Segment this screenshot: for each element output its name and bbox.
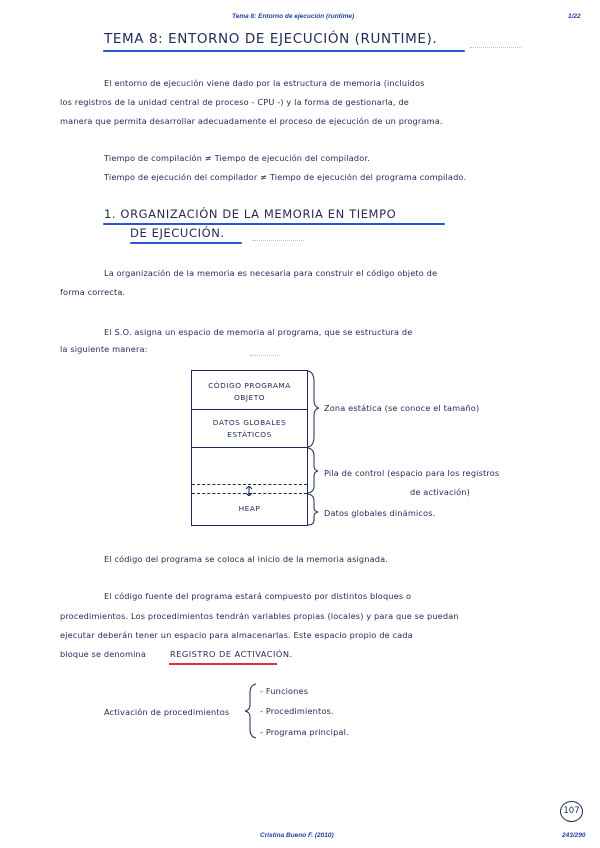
activation-item-procedimientos: - Procedimientos.: [260, 706, 334, 716]
section-1-dotted-trail: [252, 240, 304, 241]
double-arrow-icon: [244, 483, 254, 493]
source-line-1: El código fuente del programa estará compuesto por distintos bloques o: [104, 591, 412, 601]
header-page-number: 1/22: [568, 13, 581, 20]
section-1-underline-2: [130, 242, 242, 244]
section-1-heading-line-2: DE EJECUCIÓN.: [130, 226, 225, 240]
section-1-heading-line-1: 1. ORGANIZACIÓN DE LA MEMORIA EN TIEMPO: [104, 207, 397, 221]
org-line-2: forma correcta.: [60, 287, 126, 297]
handwritten-page-number: 107: [560, 801, 583, 822]
section-1-underline-1: [103, 223, 445, 225]
cell-static-data-line-2: ESTÁTICOS: [227, 430, 272, 439]
divider-code-data: [192, 409, 307, 410]
cell-heap: HEAP: [238, 504, 261, 513]
header-title: Tema 8: Entorno de ejecución (runtime): [232, 13, 355, 20]
label-stack-line-2: de activación): [410, 487, 470, 497]
label-static-zone: Zona estática (se conoce el tamaño): [324, 403, 480, 413]
activation-item-programa-principal: - Programa principal.: [260, 727, 349, 737]
source-line-2: procedimientos. Los procedimientos tendrán variables propias (locales) y para que se puedan: [60, 611, 459, 621]
times-line-1: Tiempo de compilación ≠ Tiempo de ejecución del compilador.: [104, 153, 370, 163]
diagram-braces: [306, 370, 322, 526]
activation-brace: [244, 683, 258, 739]
source-line-3: ejecutar deberán tener un espacio para almacenarlas. Este espacio propio de cada: [60, 630, 413, 640]
intro-line-1: El entorno de ejecución viene dado por la estructura de memoria (incluidos: [104, 78, 425, 88]
code-placement-line: El código del programa se coloca al inicio de la memoria asignada.: [104, 554, 389, 564]
footer-author: Cristina Bueno F. (2010): [260, 832, 334, 839]
chapter-title: TEMA 8: ENTORNO DE EJECUCIÓN (RUNTIME).: [104, 31, 438, 47]
cell-code-line-1: CÓDIGO PROGRAMA: [208, 381, 291, 390]
cell-static-data-line-1: DATOS GLOBALES: [212, 418, 287, 427]
divider-data-stack: [192, 447, 307, 448]
registro-red-underline: [169, 663, 277, 665]
title-dotted-trail: [470, 47, 522, 48]
org-line-1: La organización de la memoria es necesaria para construir el código objeto de: [104, 268, 438, 278]
so-line-1: El S.O. asigna un espacio de memoria al programa, que se estructura de: [104, 327, 413, 337]
footer-pages: 243/290: [562, 832, 586, 839]
memory-diagram-box: [191, 370, 308, 526]
so-dotted-trail: [250, 355, 280, 356]
title-underline: [103, 50, 465, 52]
cell-code-line-2: OBJETO: [233, 393, 266, 402]
times-line-2: Tiempo de ejecución del compilador ≠ Tiempo de ejecución del programa compilado.: [104, 172, 467, 182]
so-line-2: la siguiente manera:: [60, 344, 148, 354]
intro-line-3: manera que permita desarrollar adecuadamente el proceso de ejecución de un programa.: [60, 116, 443, 126]
registro-de-activacion-term: REGISTRO DE ACTIVACIÓN.: [170, 649, 293, 659]
intro-line-2: los registros de la unidad central de proceso - CPU -) y la forma de gestionarla, de: [60, 97, 409, 107]
source-line-4-prefix: bloque se denomina: [60, 649, 147, 659]
activation-item-funciones: - Funciones: [260, 686, 309, 696]
heap-boundary-dashed: [192, 493, 307, 494]
label-stack-line-1: Pila de control (espacio para los registros: [324, 468, 500, 478]
activation-label: Activación de procedimientos: [104, 707, 230, 717]
label-dynamic-data: Datos globales dinámicos.: [324, 508, 436, 518]
